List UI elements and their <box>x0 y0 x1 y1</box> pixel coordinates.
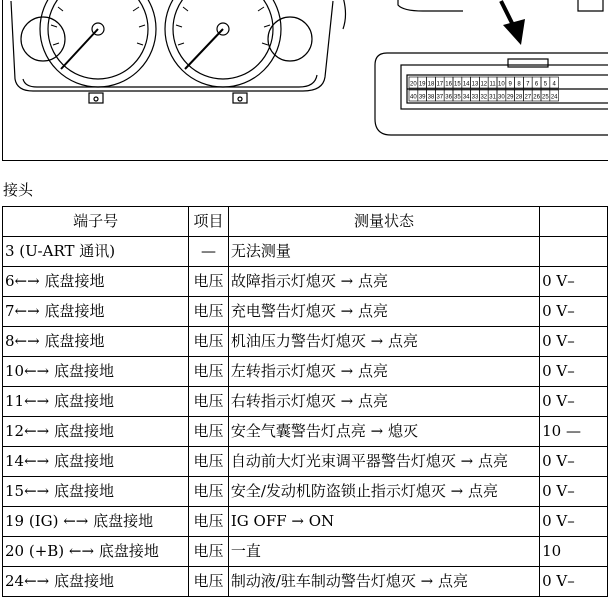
cell-condition: 左转指示灯熄灭 → 点亮 <box>228 357 539 387</box>
connector-pin-label: 37 <box>436 94 444 101</box>
connector-pin-label: 10 <box>498 81 505 88</box>
connector-pin-label: 7 <box>526 81 530 88</box>
table-row <box>3 477 608 507</box>
cell-condition: 一直 <box>228 537 539 567</box>
cell-terminal: 11←→ 底盘接地 <box>3 387 189 417</box>
connector-pin-label: 5 <box>543 81 548 88</box>
table-row <box>3 537 608 567</box>
cell-standard: 0 V– <box>540 357 608 387</box>
connector-pin-label: 6 <box>534 81 539 88</box>
table-row <box>3 327 608 357</box>
connector-pin-label: 24 <box>550 94 558 101</box>
connector-pin-label: 18 <box>427 81 435 88</box>
connector-pin-label: 11 <box>489 81 496 88</box>
table-row <box>3 567 608 597</box>
cell-condition: 无法测量 <box>228 237 539 267</box>
table-row <box>3 267 608 297</box>
connector-table <box>2 206 608 597</box>
connector-pin-label: 15 <box>454 81 461 88</box>
section-heading: 接头 <box>3 181 34 199</box>
connector-pin-label: 40 <box>410 94 417 101</box>
cell-terminal: 10←→ 底盘接地 <box>3 357 189 387</box>
connector-pin-label: 27 <box>524 94 532 101</box>
table-row <box>3 237 608 267</box>
connector-pin-label: 20 <box>410 81 417 88</box>
cell-condition: 故障指示灯熄灭 → 点亮 <box>228 267 539 297</box>
cell-item: 电压 <box>189 477 229 507</box>
cluster-housing <box>11 1 333 91</box>
cell-terminal: 8←→ 底盘接地 <box>3 327 189 357</box>
connector-pin-label: 9 <box>508 81 512 88</box>
connector-pin-label: 28 <box>515 94 523 101</box>
connector-pin-label: 19 <box>418 81 426 88</box>
header-terminal: 端子号 <box>3 207 189 237</box>
cell-standard <box>540 237 608 267</box>
cell-standard: 10 <box>540 537 608 567</box>
connector-pin-label: 38 <box>427 94 435 101</box>
connector-pin-label: 4 <box>552 81 556 88</box>
cell-terminal: 3 (U-ART 通讯) <box>3 237 189 267</box>
connector-pin-label: 25 <box>542 94 549 101</box>
table-row <box>3 447 608 477</box>
cell-item: 电压 <box>189 507 229 537</box>
cell-item: 电压 <box>189 447 229 477</box>
cell-item: 电压 <box>189 417 229 447</box>
cell-item: 电压 <box>189 327 229 357</box>
cell-item: — <box>189 237 229 267</box>
cell-condition: IG OFF → ON <box>228 507 539 537</box>
cell-item: 电压 <box>189 357 229 387</box>
connector-pin-label: 13 <box>471 81 479 88</box>
cell-terminal: 14←→ 底盘接地 <box>3 447 189 477</box>
table-header-row <box>3 207 608 237</box>
connector-pin-label: 14 <box>462 81 470 88</box>
connector-pin-label: 16 <box>445 81 452 88</box>
cell-terminal: 24←→ 底盘接地 <box>3 567 189 597</box>
cell-standard: 0 V– <box>540 477 608 507</box>
cell-condition: 安全/发动机防盗锁止指示灯熄灭 → 点亮 <box>228 477 539 507</box>
cell-item: 电压 <box>189 567 229 597</box>
instrument-cluster-diagram <box>3 0 608 162</box>
connector-pin-label: 30 <box>498 94 505 101</box>
cell-condition: 制动液/驻车制动警告灯熄灭 → 点亮 <box>228 567 539 597</box>
cell-condition: 机油压力警告灯熄灭 → 点亮 <box>228 327 539 357</box>
cell-item: 电压 <box>189 387 229 417</box>
cell-standard: 10 — <box>540 417 608 447</box>
cell-item: 电压 <box>189 537 229 567</box>
cell-condition: 自动前大灯光束调平器警告灯熄灭 → 点亮 <box>228 447 539 477</box>
cell-terminal: 12←→ 底盘接地 <box>3 417 189 447</box>
cell-standard: 0 V– <box>540 567 608 597</box>
cell-standard: 0 V– <box>540 297 608 327</box>
cell-condition: 充电警告灯熄灭 → 点亮 <box>228 297 539 327</box>
connector-pin-label: 17 <box>436 81 444 88</box>
cell-terminal: 6←→ 底盘接地 <box>3 267 189 297</box>
cell-terminal: 20 (+B) ←→ 底盘接地 <box>3 537 189 567</box>
arrow-down-icon <box>501 1 525 45</box>
connector-pin-label: 33 <box>471 94 479 101</box>
table-row <box>3 357 608 387</box>
header-item: 项目 <box>189 207 229 237</box>
table-row <box>3 387 608 417</box>
connector-pin-label: 34 <box>462 94 470 101</box>
connector-pin-label: 31 <box>489 94 496 101</box>
connector-pin-label: 8 <box>517 81 521 88</box>
connector-pin-label: 39 <box>418 94 426 101</box>
cell-terminal: 19 (IG) ←→ 底盘接地 <box>3 507 189 537</box>
cell-condition: 右转指示灯熄灭 → 点亮 <box>228 387 539 417</box>
connector-pin-label: 26 <box>533 94 540 101</box>
cell-item: 电压 <box>189 267 229 297</box>
figure-frame <box>2 0 608 161</box>
header-condition: 测量状态 <box>228 207 539 237</box>
connector-pin-label: 12 <box>480 81 488 88</box>
header-standard <box>540 207 608 237</box>
connector-pin-label: 35 <box>454 94 461 101</box>
cell-item: 电压 <box>189 297 229 327</box>
cell-standard: 0 V– <box>540 507 608 537</box>
table-row <box>3 297 608 327</box>
connector-pin-label: 32 <box>480 94 488 101</box>
cell-standard: 0 V– <box>540 447 608 477</box>
connector-pin-label: 29 <box>506 94 514 101</box>
cell-terminal: 15←→ 底盘接地 <box>3 477 189 507</box>
connector-pin-label: 36 <box>445 94 452 101</box>
cell-standard: 0 V– <box>540 267 608 297</box>
table-row <box>3 507 608 537</box>
table-row <box>3 417 608 447</box>
cell-standard: 0 V– <box>540 327 608 357</box>
cell-standard: 0 V– <box>540 387 608 417</box>
cell-condition: 安全气囊警告灯点亮 → 熄灭 <box>228 417 539 447</box>
cell-terminal: 7←→ 底盘接地 <box>3 297 189 327</box>
